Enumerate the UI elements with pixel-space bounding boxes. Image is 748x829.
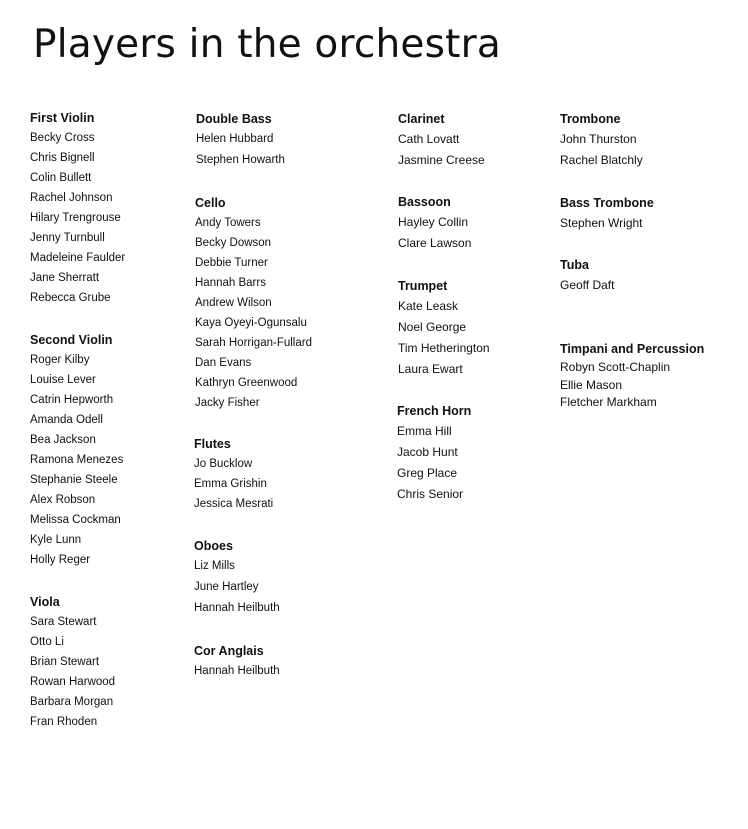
- section-viola: [30, 592, 115, 732]
- player-name: Emma Grishin: [194, 478, 267, 490]
- player-name: June Hartley: [194, 581, 259, 593]
- player-name: Stephen Howarth: [196, 153, 285, 166]
- player-name: Chris Senior: [397, 487, 464, 501]
- section-heading: Viola: [30, 595, 60, 609]
- player-name: Jo Bucklow: [194, 458, 253, 470]
- player-name: Hilary Trengrouse: [30, 212, 121, 224]
- player-name: Rachel Johnson: [30, 192, 113, 204]
- player-name: Sarah Horrigan-Fullard: [195, 337, 312, 349]
- section-heading: First Violin: [30, 111, 95, 125]
- player-name: Rachel Blatchly: [560, 153, 643, 167]
- section-heading: Timpani and Percussion: [560, 342, 705, 356]
- player-name: Stephanie Steele: [30, 474, 118, 486]
- section-heading: Tuba: [560, 258, 589, 272]
- section-timpani-percussion: [560, 339, 704, 412]
- player-name: Debbie Turner: [195, 257, 268, 269]
- player-name: John Thurston: [560, 132, 637, 146]
- player-name: Jane Sherratt: [30, 272, 100, 284]
- player-name: Sara Stewart: [30, 616, 97, 628]
- player-name: Stephen Wright: [560, 216, 643, 230]
- player-name: Amanda Odell: [30, 414, 103, 426]
- player-name: Hayley Collin: [398, 215, 469, 229]
- player-name: Andy Towers: [195, 217, 261, 229]
- player-name: Rebecca Grube: [30, 292, 111, 304]
- section-french-horn: [397, 401, 471, 505]
- section-tuba: [560, 255, 614, 296]
- section-heading: Flutes: [194, 437, 231, 451]
- section-oboes: [194, 536, 280, 619]
- page-title: Players in the orchestra: [33, 22, 501, 67]
- player-name: Otto Li: [30, 636, 64, 648]
- section-cor-anglais: [194, 641, 280, 681]
- player-name: Jacky Fisher: [195, 397, 260, 409]
- player-name: Louise Lever: [30, 374, 96, 386]
- player-name: Cath Lovatt: [398, 132, 460, 146]
- player-name: Fran Rhoden: [30, 716, 98, 728]
- player-name: Jessica Mesrati: [194, 498, 274, 510]
- player-name: Kyle Lunn: [30, 534, 82, 546]
- section-bass-trombone: [560, 193, 654, 234]
- player-name: Andrew Wilson: [195, 297, 272, 309]
- player-name: Laura Ewart: [398, 362, 463, 376]
- player-name: Hannah Heilbuth: [194, 665, 280, 677]
- player-name: Kaya Oyeyi-Ogunsalu: [195, 317, 307, 329]
- player-name: Clare Lawson: [398, 236, 472, 250]
- section-cello: [195, 193, 312, 413]
- section-heading: Bassoon: [398, 195, 451, 209]
- player-name: Jacob Hunt: [397, 445, 458, 459]
- player-name: Brian Stewart: [30, 656, 100, 668]
- section-flutes: [194, 434, 273, 514]
- player-name: Chris Bignell: [30, 152, 95, 164]
- player-name: Geoff Daft: [560, 278, 615, 292]
- player-name: Fletcher Markham: [560, 395, 657, 409]
- section-heading: Oboes: [194, 539, 233, 553]
- player-name: Tim Hetherington: [398, 341, 490, 355]
- section-heading: Double Bass: [196, 112, 272, 126]
- player-name: Catrin Hepworth: [30, 394, 114, 406]
- player-name: Rowan Harwood: [30, 676, 116, 688]
- player-name: Holly Reger: [30, 554, 91, 566]
- section-trumpet: [398, 276, 490, 380]
- section-heading: Trombone: [560, 112, 621, 126]
- player-name: Colin Bullett: [30, 172, 92, 184]
- section-second-violin: [30, 330, 123, 570]
- section-heading: Bass Trombone: [560, 196, 654, 210]
- player-name: Barbara Morgan: [30, 696, 114, 708]
- player-name: Jasmine Creese: [398, 153, 485, 167]
- section-heading: Cello: [195, 196, 226, 210]
- player-name: Dan Evans: [195, 357, 252, 369]
- player-name: Madeleine Faulder: [30, 252, 126, 264]
- player-name: Jenny Turnbull: [30, 232, 105, 244]
- section-bassoon: [398, 192, 471, 254]
- player-name: Robyn Scott-Chaplin: [560, 360, 671, 374]
- section-trombone: [560, 109, 643, 171]
- player-name: Alex Robson: [30, 494, 96, 506]
- player-name: Hannah Barrs: [195, 277, 266, 289]
- player-name: Bea Jackson: [30, 434, 96, 446]
- section-heading: Second Violin: [30, 333, 113, 347]
- section-heading: French Horn: [397, 404, 472, 418]
- player-name: Melissa Cockman: [30, 514, 121, 526]
- player-name: Hannah Heilbuth: [194, 602, 280, 614]
- player-name: Becky Dowson: [195, 237, 272, 249]
- section-heading: Cor Anglais: [194, 644, 264, 658]
- section-heading: Trumpet: [398, 279, 448, 293]
- player-name: Liz Mills: [194, 560, 235, 572]
- player-name: Kate Leask: [398, 299, 459, 313]
- player-name: Emma Hill: [397, 424, 452, 438]
- player-name: Roger Kilby: [30, 354, 90, 366]
- player-name: Greg Place: [397, 466, 458, 480]
- player-name: Noel George: [398, 320, 467, 334]
- player-name: Helen Hubbard: [196, 133, 274, 145]
- section-heading: Clarinet: [398, 112, 445, 126]
- section-clarinet: [398, 109, 485, 171]
- section-first-violin: [30, 108, 125, 308]
- player-name: Kathryn Greenwood: [195, 377, 298, 389]
- player-name: Ellie Mason: [560, 377, 623, 392]
- player-name: Becky Cross: [30, 132, 95, 144]
- player-name: Ramona Menezes: [30, 454, 124, 466]
- section-double-bass: [196, 109, 285, 170]
